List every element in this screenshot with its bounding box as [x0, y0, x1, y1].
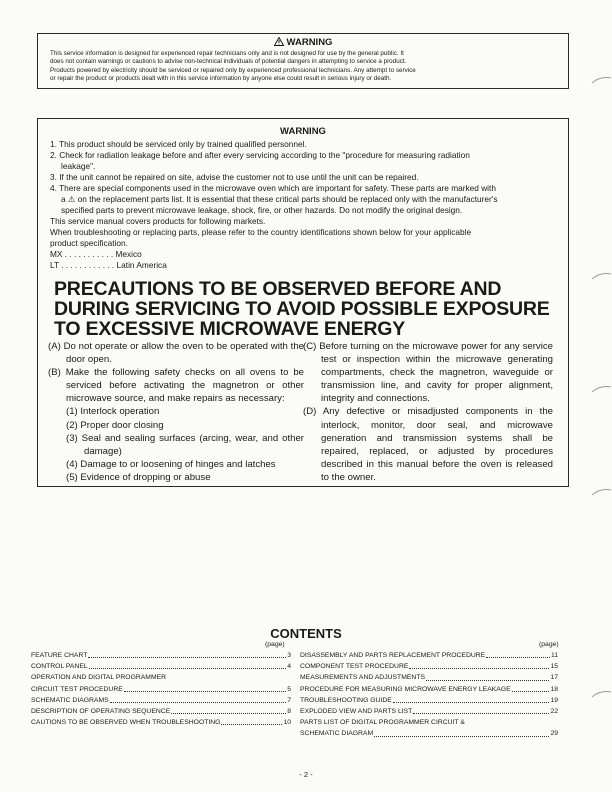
dot-leader: [393, 695, 550, 703]
contents-right-list: [300, 650, 558, 740]
precaution-d: (D) Any defective or misadjusted components in the interlock, monitor, door seal, and microwave generation and transmission systems shall be repaired, replaced, or adjusted by procedures described in this manual before the oven is released to the owner.: [303, 406, 553, 483]
contents-entry[interactable]: [300, 717, 558, 728]
contents-entry[interactable]: [31, 695, 291, 706]
contents-entry-page: 17: [550, 674, 558, 682]
warning-triangle-icon: [274, 37, 284, 46]
contents-entry-page: 15: [550, 663, 558, 671]
warning-box: [37, 33, 569, 89]
contents-entry[interactable]: [300, 672, 558, 683]
contents-entry-title: EXPLODED VIEW AND PARTS LIST: [300, 708, 413, 716]
binder-mark: [590, 385, 612, 393]
warning2-line: leakage".: [61, 161, 96, 171]
check-item: (1) Interlock operation: [66, 406, 160, 418]
dot-leader: [171, 706, 286, 714]
binder-mark: [590, 272, 612, 280]
contents-entry-title: COMPONENT TEST PROCEDURE: [300, 663, 409, 671]
warning-line: or repair the product or products dealt with in this service information by anyone else could result in serious injury or death.: [50, 74, 392, 82]
warning2-line: 1. This product should be serviced only by trained qualified personnel.: [50, 139, 307, 149]
contents-entry-page: 7: [287, 696, 291, 704]
contents-entry[interactable]: [300, 706, 558, 717]
precautions-title-line: TO EXCESSIVE MICROWAVE ENERGY: [54, 318, 406, 340]
contents-entry-title: FEATURE CHART: [31, 652, 88, 659]
warning-line: does not contain warnings or cautions to advise non-technical individuals of potential dangers in attempting to service a product.: [50, 58, 407, 66]
dot-leader: [409, 661, 549, 669]
contents-entry-title: DISASSEMBLY AND PARTS REPLACEMENT PROCEDURE: [300, 652, 486, 659]
warning-title-text: WARNING: [286, 37, 333, 48]
precaution-a: (A) Do not operate or allow the oven to be operated with the door open.: [48, 341, 304, 366]
dot-leader: [426, 672, 549, 680]
precautions-left-column: [48, 340, 304, 484]
contents-entry-page: 3: [287, 652, 291, 659]
contents-entry-page: 29: [550, 730, 558, 738]
contents-entry-title: MEASUREMENTS AND ADJUSTMENTS: [300, 674, 426, 682]
warning2-line: specified parts to prevent microwave leakage, shock, fire, or other hazards. Do not modify the original design.: [61, 205, 463, 215]
contents-entry-title: CONTROL PANEL: [31, 663, 88, 671]
dot-leader: [413, 706, 549, 714]
contents-entry-title: TROUBLESHOOTING GUIDE: [300, 696, 392, 704]
contents-entry-title: SCHEMATIC DIAGRAM: [300, 730, 374, 738]
dot-leader: [486, 650, 550, 658]
page-column-label: (page): [539, 641, 559, 648]
contents-entry-title: DESCRIPTION OF OPERATING SEQUENCE: [31, 708, 171, 716]
contents-entry-page: 4: [287, 663, 291, 671]
contents-entry[interactable]: [300, 695, 558, 706]
precautions-title-line: PRECAUTIONS TO BE OBSERVED BEFORE AND: [54, 278, 502, 300]
precaution-b: (B) Make the following safety checks on all ovens to be serviced before activating the magnetron or other microwave source, and make repairs as necessary:: [48, 367, 304, 405]
contents-entry[interactable]: [31, 672, 291, 683]
warning2-title: WARNING: [280, 126, 326, 137]
contents-entry-title: CAUTIONS TO BE OBSERVED WHEN TROUBLESHOOTING: [31, 719, 221, 727]
warning2-line: When troubleshooting or replacing parts, please refer to the country identifications shown below for your applicable: [50, 227, 472, 237]
contents-entry-page: 19: [550, 696, 558, 704]
market-lt: LT . . . . . . . . . . . . Latin America: [50, 260, 167, 270]
dot-leader: [110, 695, 287, 703]
contents-entry-title: SCHEMATIC DIAGRAMS: [31, 696, 109, 704]
warning2-list: [50, 139, 554, 271]
market-mx: MX . . . . . . . . . . . Mexico: [50, 249, 142, 259]
contents-title: CONTENTS: [270, 626, 342, 641]
binder-mark: [590, 488, 612, 496]
check-item: (4) Damage to or loosening of hinges and latches: [66, 458, 276, 470]
warning2-line: 2. Check for radiation leakage before and after every servicing according to the "procedure for measuring radiation: [50, 150, 470, 160]
warning2-line: 4. There are special components used in the microwave oven which are important for safety. These parts are marked with: [50, 183, 496, 193]
precautions-title: [54, 279, 550, 339]
warning2-line: a ⚠ on the replacement parts list. It is essential that these critical parts should be replaced only with the manufacturer's: [61, 194, 498, 204]
warning2-line: This service manual covers products for following markets.: [50, 216, 266, 226]
contents-entry[interactable]: [31, 717, 291, 728]
contents-entry-page: 18: [550, 685, 558, 693]
contents-entry-title: PROCEDURE FOR MEASURING MICROWAVE ENERGY LEAKAGE: [300, 685, 511, 693]
safety-checks: [48, 405, 304, 484]
contents-entry[interactable]: [31, 706, 291, 717]
contents-entry-title: CIRCUIT TEST PROCEDURE: [31, 685, 123, 693]
precaution-c: (C) Before turning on the microwave power for any service test or inspection within the microwave generating compartments, check the magnetron, waveguide or transmission line, and cavity for proper alignment, integrity and connections.: [303, 341, 553, 405]
warning-line: This service information is designed for experienced repair technicians only and is not designed for use by the general public. It: [50, 50, 404, 57]
check-item: (2) Proper door closing: [66, 419, 164, 431]
dot-leader: [374, 728, 549, 736]
check-item: (5) Evidence of dropping or abuse: [66, 471, 211, 483]
contents-entry-page: 10: [283, 719, 291, 727]
dot-leader: [512, 684, 550, 692]
contents-entry-title: PARTS LIST OF DIGITAL PROGRAMMER CIRCUIT &: [300, 719, 465, 727]
page-number: - 2 -: [299, 770, 313, 779]
contents-entry[interactable]: [300, 728, 558, 739]
warning-text: [50, 50, 558, 83]
check-item: (3) Seal and sealing surfaces (arcing, wear, and other damage): [66, 432, 304, 457]
contents-entry-page: 8: [287, 708, 291, 716]
warning2-line: product specification.: [50, 238, 128, 248]
contents-entry-page: 5: [287, 685, 291, 693]
warning-line: Products powered by electricity should be serviced or repaired only by experienced professional technicians. Any attempt to service: [50, 66, 416, 74]
contents-entry[interactable]: [300, 684, 558, 695]
dot-leader: [221, 717, 282, 725]
contents-entry-page: 22: [550, 708, 558, 716]
warning-title: [38, 37, 568, 48]
contents-entry[interactable]: [300, 650, 558, 661]
dot-leader: [124, 684, 286, 692]
binder-mark: [590, 690, 612, 698]
contents-left-list: [31, 650, 291, 728]
page-column-label: (page): [265, 641, 285, 648]
contents-entry-page: 11: [550, 652, 558, 659]
contents-entry[interactable]: [31, 650, 291, 661]
binder-mark: [590, 76, 612, 84]
warning2-line: 3. If the unit cannot be repaired on site, advise the customer not to use until the unit can be repaired.: [50, 172, 419, 182]
dot-leader: [88, 650, 286, 658]
precautions-title-line: DURING SERVICING TO AVOID POSSIBLE EXPOSURE: [54, 298, 550, 320]
contents-entry[interactable]: [300, 661, 558, 672]
contents-entry-title: OPERATION AND DIGITAL PROGRAMMER: [31, 674, 167, 682]
precautions-right-column: [303, 340, 553, 484]
contents-entry[interactable]: [31, 684, 291, 695]
safety-box: [37, 118, 569, 487]
dot-leader: [89, 661, 287, 669]
contents-entry[interactable]: [31, 661, 291, 672]
